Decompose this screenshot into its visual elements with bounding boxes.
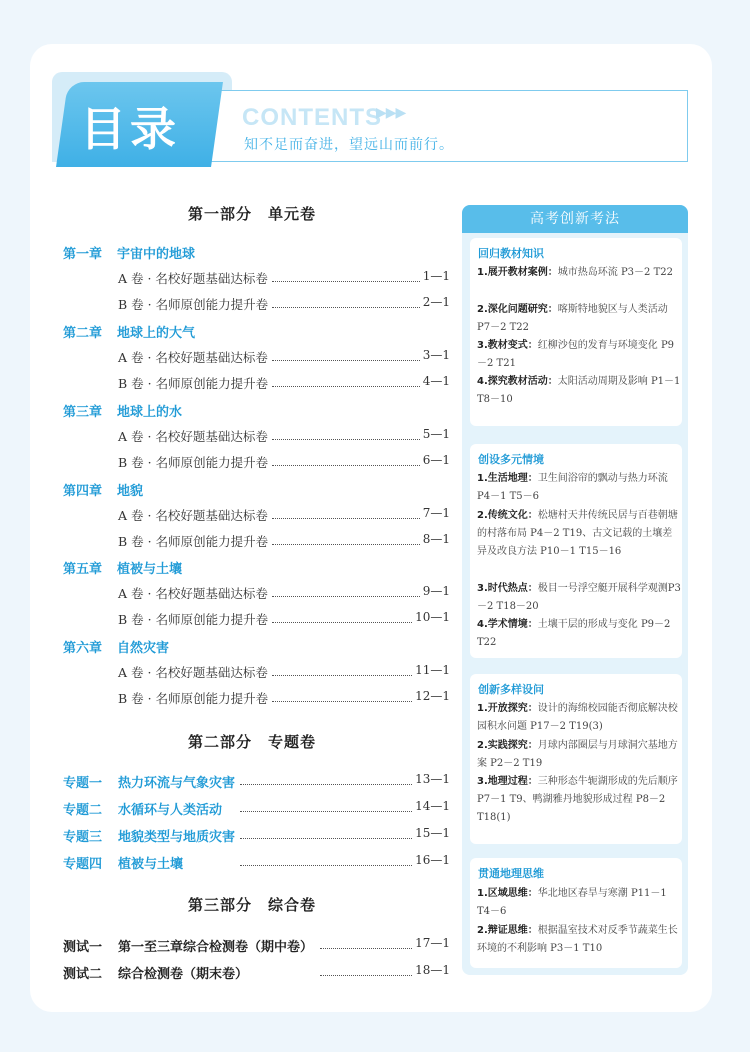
leader-dots xyxy=(272,281,422,282)
chapter-name: 地球上的水 xyxy=(117,405,183,420)
chapter-name: 自然灾害 xyxy=(117,641,170,656)
sidebar-card-item xyxy=(477,773,681,827)
sidebar-item-text: 太阳活动周期及影响 P1－1 T8－10 xyxy=(477,376,681,405)
sidebar-item-label: 2.传统文化： xyxy=(477,510,538,521)
topic-number: 专题四 xyxy=(63,853,105,872)
leader-dots xyxy=(320,948,422,949)
leader-dots xyxy=(272,386,422,387)
toc-entry-label[interactable]: A 卷 · 名校好题基础达标卷 xyxy=(118,348,271,366)
toc-entry-page: 7—1 xyxy=(420,506,450,520)
sidebar-card-title: 创设多元情境 xyxy=(478,453,544,466)
chapter-name: 宇宙中的地球 xyxy=(117,247,196,262)
sidebar-item-text: 华北地区春旱与寒潮 P11－1 T4－6 xyxy=(477,888,667,917)
header-motto: 知不足而奋进，望远山而前行。 xyxy=(244,137,454,153)
header-arrows-icon: ▶▶▶ xyxy=(376,105,406,121)
sidebar-item-text: 根据温室技术对反季节蔬菜生长环境的不利影响 P3－1 T10 xyxy=(477,925,678,954)
test-name[interactable]: 综合检测卷（期末卷） xyxy=(118,963,251,982)
leader-dots xyxy=(240,811,422,812)
toc-entry-label[interactable]: B 卷 · 名师原创能力提升卷 xyxy=(118,374,271,392)
sidebar-card-item xyxy=(477,922,681,958)
leader-dots xyxy=(272,544,422,545)
leader-dots xyxy=(272,360,422,361)
leader-dots xyxy=(272,439,422,440)
toc-entry-label[interactable]: A 卷 · 名校好题基础达标卷 xyxy=(118,427,271,445)
sidebar-item-label: 1.开放探究： xyxy=(477,703,538,714)
sidebar-item-text: 红柳沙包的发育与环境变化 P9－2 T21 xyxy=(477,340,675,369)
leader-dots xyxy=(240,865,422,866)
toc-entry-label[interactable]: A 卷 · 名校好题基础达标卷 xyxy=(118,269,271,287)
topic-name[interactable]: 热力环流与气象灾害 xyxy=(118,772,238,791)
toc-entry-label[interactable]: A 卷 · 名校好题基础达标卷 xyxy=(118,663,271,681)
sidebar-item-label: 1.生活地理： xyxy=(477,473,538,484)
chapter-number: 第四章 xyxy=(63,484,103,499)
sidebar-item-text: 三种形态牛轭湖形成的先后顺序 P7－1 T9、鸭湖雅丹地貌形成过程 P8－2 T18(1) xyxy=(477,776,678,823)
sidebar-item-text: 城市热岛环流 P3－2 T22 xyxy=(557,267,673,278)
topic-number: 专题一 xyxy=(63,772,105,791)
sidebar-item-text: 极目一号浮空艇开展科学观测P3－2 T18－20 xyxy=(477,583,681,612)
toc-entry-page: 2—1 xyxy=(420,295,450,309)
toc-entry-label[interactable]: A 卷 · 名校好题基础达标卷 xyxy=(118,506,271,524)
toc-entry-page: 16—1 xyxy=(412,853,450,867)
test-number: 测试一 xyxy=(63,936,105,955)
toc-entry-page: 12—1 xyxy=(412,689,450,703)
sidebar-item-label: 3.地理过程： xyxy=(477,776,538,787)
toc-entry-page: 3—1 xyxy=(420,348,450,362)
sidebar-card-title: 回归教材知识 xyxy=(478,247,544,260)
toc-entry-page: 8—1 xyxy=(420,532,450,546)
sidebar-item-text: 松塘村天井传统民居与百巷朝塘的村落布局 P4－2 T19、古文记载的土壤差异及改良方法 P10－1 T15－16 xyxy=(477,510,678,557)
sidebar-card-item xyxy=(477,885,681,921)
topic-name[interactable]: 水循环与人类活动 xyxy=(118,799,225,818)
topic-number: 专题二 xyxy=(63,799,105,818)
toc-entry-page: 13—1 xyxy=(412,772,450,786)
toc-entry-label[interactable]: B 卷 · 名师原创能力提升卷 xyxy=(118,532,271,550)
chapter-number: 第二章 xyxy=(63,326,103,341)
test-number: 测试二 xyxy=(63,963,105,982)
sidebar-item-label: 3.时代热点： xyxy=(477,583,538,594)
chapter-number: 第一章 xyxy=(63,247,103,262)
leader-dots xyxy=(272,307,422,308)
sidebar-item-text: 卫生间浴帘的飘动与热力环流 P4－1 T5－6 xyxy=(477,473,668,502)
topic-number: 专题三 xyxy=(63,826,105,845)
toc-entry-page: 1—1 xyxy=(420,269,450,283)
sidebar-item-label: 2.深化问题研究： xyxy=(477,304,558,315)
chapter-number: 第五章 xyxy=(63,562,103,577)
page-title: 目录 xyxy=(80,102,180,156)
sidebar-card-item xyxy=(477,507,681,561)
sidebar-card-item xyxy=(477,301,681,337)
sidebar-card-item xyxy=(477,616,681,652)
topic-name[interactable]: 植被与土壤 xyxy=(118,853,186,872)
sidebar-card-item xyxy=(477,470,681,506)
sidebar-item-text: 设计的海绵校园能否彻底解决校园积水问题 P17－2 T19(3) xyxy=(477,703,678,732)
toc-entry-label[interactable]: B 卷 · 名师原创能力提升卷 xyxy=(118,689,271,707)
leader-dots xyxy=(272,675,422,676)
sidebar-item-label: 4.探究教材活动： xyxy=(477,376,558,387)
sidebar-item-label: 1.区域思维： xyxy=(477,888,538,899)
part-title: 第一部分 单元卷 xyxy=(188,205,317,223)
toc-entry-label[interactable]: B 卷 · 名师原创能力提升卷 xyxy=(118,610,271,628)
toc-entry-label[interactable]: B 卷 · 名师原创能力提升卷 xyxy=(118,453,271,471)
sidebar-card-item xyxy=(477,580,681,616)
leader-dots xyxy=(272,596,422,597)
leader-dots xyxy=(240,838,422,839)
toc-entry-page: 11—1 xyxy=(412,663,450,677)
toc-entry-page: 10—1 xyxy=(412,610,450,624)
test-name[interactable]: 第一至三章综合检测卷（期中卷） xyxy=(118,936,316,955)
part-title: 第二部分 专题卷 xyxy=(188,733,317,751)
toc-entry-page: 4—1 xyxy=(420,374,450,388)
part-title: 第三部分 综合卷 xyxy=(188,896,317,914)
sidebar-card-item xyxy=(477,373,681,409)
leader-dots xyxy=(272,701,422,702)
sidebar-title: 高考创新考法 xyxy=(462,205,688,233)
sidebar-card-item xyxy=(477,337,681,373)
sidebar-item-text: 喀斯特地貌区与人类活动 P7－2 T22 xyxy=(477,304,668,333)
leader-dots xyxy=(320,975,422,976)
chapter-name: 地球上的大气 xyxy=(117,326,196,341)
sidebar-item-label: 2.辩证思维： xyxy=(477,925,538,936)
sidebar-card-title: 创新多样设问 xyxy=(478,683,544,696)
sidebar-card-item xyxy=(477,737,681,773)
toc-entry-page: 9—1 xyxy=(420,584,450,598)
toc-entry-label[interactable]: B 卷 · 名师原创能力提升卷 xyxy=(118,295,271,313)
leader-dots xyxy=(272,518,422,519)
chapter-name: 地貌 xyxy=(117,484,144,499)
sidebar-card-title: 贯通地理思维 xyxy=(478,867,544,880)
toc-entry-page: 15—1 xyxy=(412,826,450,840)
toc-entry-page: 6—1 xyxy=(420,453,450,467)
toc-entry-page: 5—1 xyxy=(420,427,450,441)
sidebar-item-label: 2.实践探究： xyxy=(477,740,538,751)
toc-entry-page: 18—1 xyxy=(412,963,450,977)
chapter-number: 第六章 xyxy=(63,641,103,656)
leader-dots xyxy=(272,622,422,623)
header-english-title: CONTENTS xyxy=(242,104,382,131)
chapter-number: 第三章 xyxy=(63,405,103,420)
sidebar-item-label: 1.展开教材案例： xyxy=(477,267,558,278)
sidebar-item-text: 土壤干层的形成与变化 P9－2 T22 xyxy=(477,619,671,648)
toc-entry-page: 17—1 xyxy=(412,936,450,950)
sidebar-card-item xyxy=(477,700,681,736)
sidebar-item-label: 4.学术情境： xyxy=(477,619,538,630)
sidebar-item-label: 3.教材变式： xyxy=(477,340,538,351)
sidebar-item-text: 月球内部圈层与月球洞穴基地方案 P2－2 T19 xyxy=(477,740,678,769)
leader-dots xyxy=(240,784,422,785)
toc-entry-label[interactable]: A 卷 · 名校好题基础达标卷 xyxy=(118,584,271,602)
topic-name[interactable]: 地貌类型与地质灾害 xyxy=(118,826,238,845)
toc-entry-page: 14—1 xyxy=(412,799,450,813)
chapter-name: 植被与土壤 xyxy=(117,562,183,577)
sidebar-card-item xyxy=(477,264,681,282)
leader-dots xyxy=(272,465,422,466)
